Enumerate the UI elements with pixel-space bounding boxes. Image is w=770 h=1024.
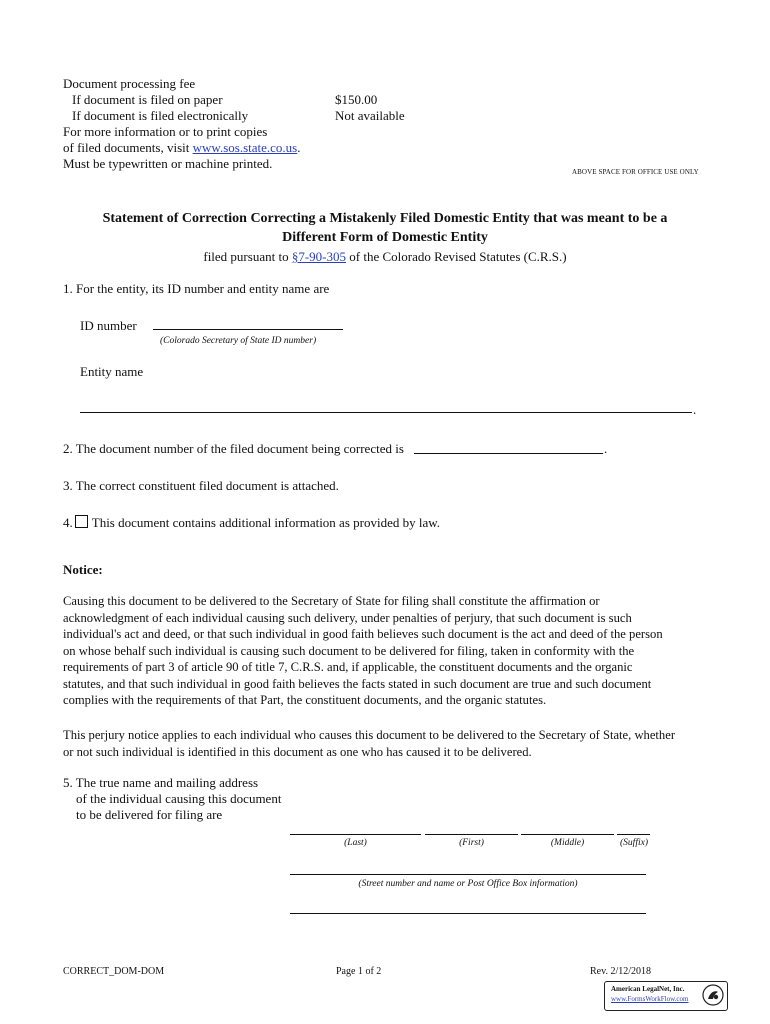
brand-logo-icon	[702, 984, 724, 1006]
more-info-line1: For more information or to print copies	[63, 124, 268, 139]
entity-name-period: .	[693, 402, 697, 417]
statute-link[interactable]: §7-90-305	[291, 249, 346, 264]
subtitle-suffix: of the Colorado Revised Statutes (C.R.S.)	[346, 249, 567, 264]
subtitle-prefix: filed pursuant to	[203, 249, 292, 264]
street-address-field[interactable]	[290, 874, 646, 875]
last-name-hint: (Last)	[344, 838, 367, 848]
more-info-prefix: of filed documents, visit	[63, 140, 193, 155]
section1-text: 1. For the entity, its ID number and entity name are	[63, 281, 330, 296]
section4-text: This document contains additional information as provided by law.	[91, 515, 441, 530]
notice-p1-line: acknowledgment of each individual causing such delivery, under penalties of perjury, that such document is such	[63, 610, 632, 625]
entity-name-label: Entity name	[80, 364, 144, 379]
paper-fee-label: If document is filed on paper	[72, 92, 223, 107]
id-number-label: ID number	[80, 318, 137, 333]
section2-period: .	[604, 441, 608, 456]
electronic-fee-value: Not available	[335, 108, 405, 123]
street-address-hint: (Street number and name or Post Office Box information)	[358, 879, 578, 889]
more-info-suffix: .	[297, 140, 301, 155]
section4-row	[63, 515, 440, 530]
entity-name-field[interactable]	[80, 412, 692, 413]
address-line2-field[interactable]	[290, 913, 646, 914]
document-number-field[interactable]	[414, 453, 603, 454]
section5-line2: of the individual causing this document	[76, 791, 282, 806]
notice-p1-line: requirements of part 3 of article 90 of title 7, C.R.S. and, if applicable, the constituent documents and the organic	[63, 660, 633, 674]
notice-p2-line: or not such individual is identified in this document as one who has caused it to be delivered.	[63, 744, 532, 759]
section4-number: 4.	[63, 515, 73, 530]
office-use-label: ABOVE SPACE FOR OFFICE USE ONLY	[572, 168, 699, 176]
section5-line1: 5. The true name and mailing address	[63, 775, 259, 790]
additional-info-checkbox[interactable]	[75, 515, 88, 528]
first-name-hint: (First)	[459, 838, 484, 848]
first-name-field[interactable]	[425, 834, 518, 835]
brand-name: American LegalNet, Inc.	[611, 985, 685, 993]
section5-line3: to be delivered for filing are	[76, 807, 223, 822]
section3-text: 3. The correct constituent filed document is attached.	[63, 478, 339, 493]
notice-p1-line: Causing this document to be delivered to the Secretary of State for filing shall constitute the affirmation or	[63, 594, 600, 608]
sos-website-link[interactable]: www.sos.state.co.us	[192, 140, 298, 155]
form-title-line2: Different Form of Domestic Entity	[282, 230, 488, 245]
notice-paragraph-1	[63, 593, 713, 709]
form-code: CORRECT_DOM-DOM	[63, 966, 165, 977]
fee-title: Document processing fee	[63, 76, 196, 91]
id-number-field[interactable]	[153, 329, 343, 330]
notice-heading: Notice:	[63, 562, 103, 577]
revision-date: Rev. 2/12/2018	[590, 966, 652, 977]
notice-p1-line: complies with the requirements of that Part, the constituent documents, and the organic statutes.	[63, 693, 547, 707]
form-title-line1: Statement of Correction Correcting a Mistakenly Filed Domestic Entity that was meant to be a	[102, 211, 668, 226]
more-info-line2	[63, 140, 300, 155]
brand-badge	[604, 981, 728, 1011]
section2-text: 2. The document number of the filed document being corrected is	[63, 441, 404, 456]
suffix-field[interactable]	[617, 834, 650, 835]
typewritten-note: Must be typewritten or machine printed.	[63, 156, 273, 171]
middle-name-hint: (Middle)	[550, 838, 585, 848]
form-subtitle	[40, 249, 730, 264]
last-name-field[interactable]	[290, 834, 421, 835]
notice-p1-line: individual's act and deed, or that such individual in good faith believes such document is the act and deed of the person	[63, 627, 663, 641]
paper-fee-value: $150.00	[335, 92, 378, 107]
page-number: Page 1 of 2	[336, 966, 382, 977]
notice-p1-line: statutes, and that such individual in good faith believes the facts stated in such document are true and such document	[63, 676, 652, 691]
notice-p2-line: This perjury notice applies to each individual who causes this document to be delivered to the Secretary of State, whether	[63, 728, 676, 742]
brand-url[interactable]: www.FormsWorkFlow.com	[611, 995, 689, 1003]
electronic-fee-label: If document is filed electronically	[72, 108, 249, 123]
notice-p1-line: on whose behalf such individual is causing such document to be delivered for filing, taken in conformity with the	[63, 643, 635, 658]
id-number-hint: (Colorado Secretary of State ID number)	[160, 336, 317, 346]
middle-name-field[interactable]	[521, 834, 614, 835]
notice-paragraph-2	[63, 727, 713, 760]
suffix-hint: (Suffix)	[620, 838, 648, 848]
